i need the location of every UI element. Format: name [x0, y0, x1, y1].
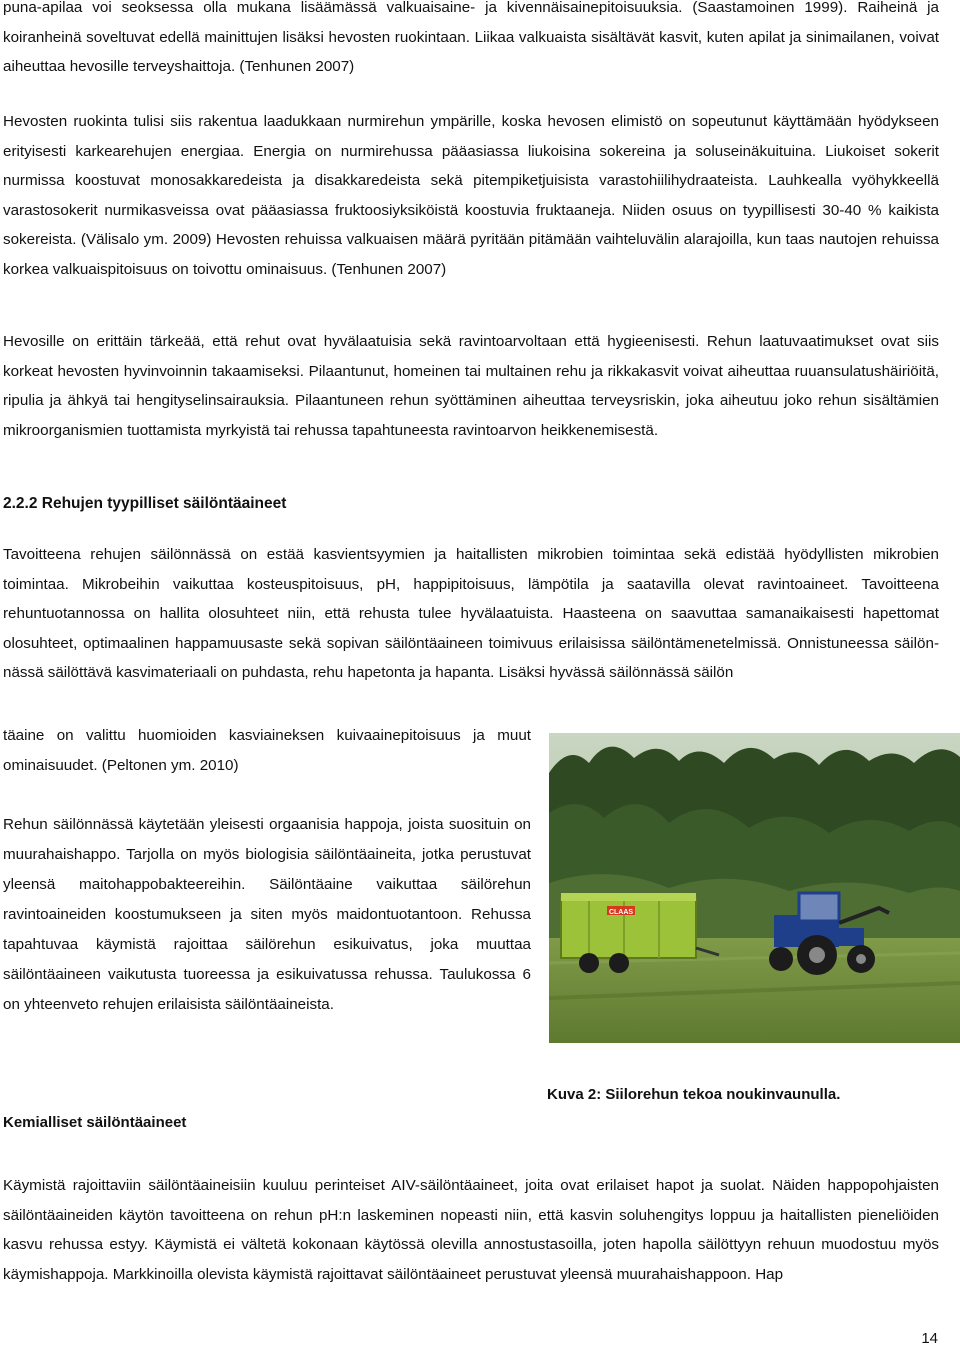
- page-number: 14: [921, 1330, 938, 1347]
- section-heading: 2.2.2 Rehujen tyypilliset säilöntäaineet: [3, 495, 287, 512]
- paragraph-4-continued: täaine on valittu huomioiden kasviaineksen kuivaainepitoisuus ja muut ominaisuudet. (Peltonen ym. 2010): [3, 727, 531, 774]
- paragraph-2: Hevosten ruokinta tulisi siis rakentua laadukkaan nurmirehun ympärille, koska hevosen elimistö on sopeutunut käyttämään hyödykseen erityisesti karkearehujen energiaa. Energia on nurmirehussa pääasiassa liukoisina sokereina ja soluseinäkuituina. Liukoiset sokerit nurmissa koostuvat monosakkaredeista ja disakkaredeista sekä pitempiketjuisista varastohiilihydraateista. Lauhkealla vyöhykkeellä varastosokerit nurmikasveissa ovat pääasiassa fruktoosiyksiköistä koostuvia fruktaaneja. Niiden osuus on tyypillisesti 30-40 % kaikista sokereista. (Välisalo ym. 2009) Hevosten rehuissa valkuaisen määrä pyritään pitämään vaihteluvälin alarajoilla, kun taas nautojen rehuissa korkea valkuaispitoisuus on toivottu ominaisuus. (Tenhunen 2007): [3, 113, 939, 278]
- paragraph-1: puna-apilaa voi seoksessa olla mukana lisäämässä valkuaisaine- ja kivennäisainepitoisuuksia. (Saastamoinen 1999). Raiheinä ja koiranheinä soveltuvat edellä mainittujen lisäksi hevosten ruokintaan. Liikaa valkuaista sisältävät kasvit, kuten apilat ja sinimailanen, voivat aiheuttaa hevosille terveyshaittoja. (Tenhunen 2007): [3, 0, 939, 75]
- figure-caption: Kuva 2: Siilorehun tekoa noukinvaunulla.: [547, 1086, 841, 1103]
- paragraph-6: Käymistä rajoittaviin säilöntäaineisiin kuuluu perinteiset AIV-säilöntäaineet, joita ovat erilaiset hapot ja suolat. Näiden happopohjaisten säilöntäaineiden käytön tavoitteena on rehun pH:n laskeminen nopeasti niin, että kasvin soluhengitys loppuu ja haitallisten pieneliöiden kasvu rehussa estyy. Käymistä ei vältetä kokonaan käytössä olevilla annostustasoilla, joten hapolla säilöttyyn rehuun muodostuu myös käymishappoja. Markkinoilla olevista käymistä rajoittavat säilöntäaineet perustuvat yleensä muurahaishappoon. Hap: [3, 1177, 939, 1283]
- paragraph-5: Rehun säilönnässä käytetään yleisesti orgaanisia happoja, joista suosituin on muurahaishappo. Tarjolla on myös biologisia säilöntäaineita, jotka perustuvat yleensä maitohappobakteereihin. Säilöntäaine vaikuttaa säilörehun ravintoaineiden koostumukseen ja siten myös maidontuotantoon. Rehussa tapahtuvaa käymistä rajoittaa säilörehun esikuivatus, joka muuttaa säilöntäaineen vaikutusta tuoreessa ja esikuivatussa rehussa. Taulukossa 6 on yhteenveto rehujen erilaisista säilöntäaineista.: [3, 816, 531, 1013]
- silage-harvest-photo: [549, 733, 960, 1043]
- subheading-chemical: Kemialliset säilöntäaineet: [3, 1114, 187, 1131]
- paragraph-3: Hevosille on erittäin tärkeää, että rehut ovat hyvälaatuisia sekä ravintoarvoltaan että hygieenisesti. Rehun laatuvaatimukset ovat siis korkeat hevosten hyvinvoinnin takaamiseksi. Pilaantunut, homeinen tai multainen rehu ja rikkakasvit voivat aiheuttaa ruuansulatushäiriöitä, ripulia ja ähkyä tai hengityselinsairauksia. Pilaantuneen rehun syöttäminen aiheuttaa terveysriskin, joka aiheutuu joko rehun sisältämien mikroorganismien tuottamista myrkyistä tai rehussa tapahtuneesta ravintoarvon heikkenemisestä.: [3, 333, 939, 439]
- wagon-brand-label: CLAAS: [608, 909, 634, 916]
- paragraph-4: Tavoitteena rehujen säilönnässä on estää kasvientsyymien ja haitallisten mikrobien toimintaa sekä edistää hyödyllisten mikrobien toimintaa. Mikrobeihin vaikuttaa kosteuspitoisuus, pH, happipitoisuus, lämpötila ja saatavilla olevat ravintoaineet. Tavoitteena rehuntuotannossa on hallita olosuhteet niin, että rehusta tulee hyvälaatuista. Haasteena on saavuttaa samanaikaisesti hapettomat olosuhteet, optimaalinen happamuusaste sekä sopivan säilöntäaineen toimivuus erilaisissa säilöntämenetelmissä. Onnistuneessa säilönnässä säilöttävä kasvimateriaali on puhdasta, rehu hapetonta ja hapanta. Lisäksi hyvässä säilönnässä säilön: [3, 546, 939, 681]
